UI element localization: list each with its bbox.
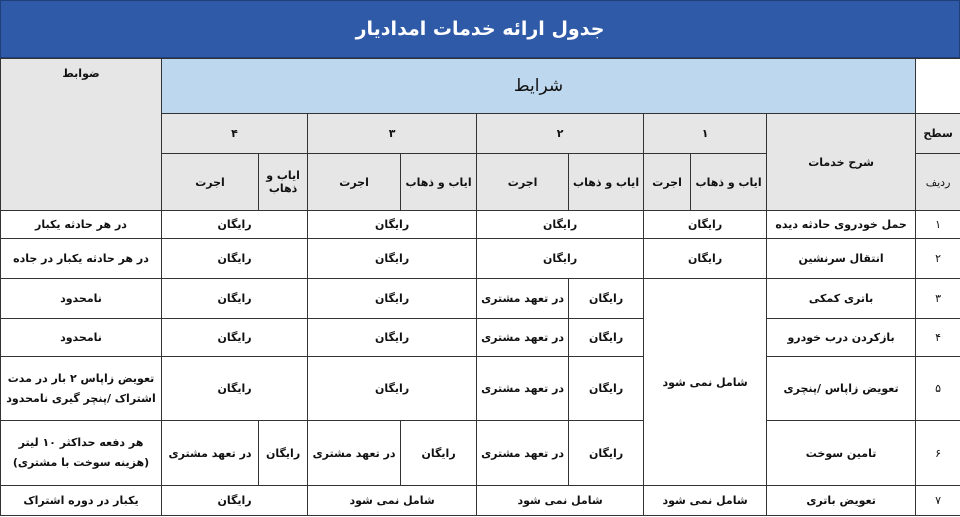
level-3-cell: رایگان bbox=[308, 279, 477, 319]
level-3-cell: رایگان bbox=[308, 319, 477, 357]
row-number-header: ردیف bbox=[916, 154, 960, 211]
level-2-transport-header: ایاب و ذهاب bbox=[569, 154, 644, 211]
level-1-merged-cell: شامل نمی شود bbox=[644, 279, 767, 486]
rule-cell: در هر حادثه یکبار در جاده bbox=[1, 239, 162, 279]
row-number: ۴ bbox=[916, 319, 960, 357]
level-1-cell: رایگان bbox=[644, 239, 767, 279]
level-3-fee-header: اجرت bbox=[308, 154, 401, 211]
level-2-fee-header: اجرت bbox=[477, 154, 569, 211]
service-name: بازکردن درب خودرو bbox=[767, 319, 916, 357]
rule-cell: نامحدود bbox=[1, 319, 162, 357]
level-2-transport-cell: رایگان bbox=[569, 319, 644, 357]
service-desc-header: شرح خدمات bbox=[767, 114, 916, 211]
level-3-cell: شامل نمی شود bbox=[308, 486, 477, 516]
row-number: ۱ bbox=[916, 211, 960, 239]
page-title: جدول ارائه خدمات امدادیار bbox=[0, 0, 960, 58]
table-row bbox=[1, 239, 960, 279]
level-4-cell: رایگان bbox=[162, 319, 308, 357]
level-4-cell: رایگان bbox=[162, 239, 308, 279]
row-number: ۶ bbox=[916, 421, 960, 486]
service-name: تامین سوخت bbox=[767, 421, 916, 486]
service-name: حمل خودروی حادثه دیده bbox=[767, 211, 916, 239]
level-header: سطح bbox=[916, 114, 960, 154]
level-4-cell: رایگان bbox=[162, 357, 308, 421]
level-4-cell: رایگان bbox=[162, 279, 308, 319]
empty-corner bbox=[916, 59, 960, 114]
level-2-fee-cell: در تعهد مشتری bbox=[477, 421, 569, 486]
level-3-transport-cell: رایگان bbox=[401, 421, 477, 486]
level-2-fee-cell: در تعهد مشتری bbox=[477, 319, 569, 357]
rules-header: ضوابط bbox=[1, 59, 162, 211]
service-name: انتقال سرنشین bbox=[767, 239, 916, 279]
level-2-transport-cell: رایگان bbox=[569, 357, 644, 421]
level-1-cell: شامل نمی شود bbox=[644, 486, 767, 516]
row-number: ۵ bbox=[916, 357, 960, 421]
service-name: باتری کمکی bbox=[767, 279, 916, 319]
level-1-cell: رایگان bbox=[644, 211, 767, 239]
table-row bbox=[1, 357, 960, 421]
level-2-cell: رایگان bbox=[477, 211, 644, 239]
level-2-cell: رایگان bbox=[477, 239, 644, 279]
level-4-header: ۴ bbox=[162, 114, 308, 154]
level-2-transport-cell: رایگان bbox=[569, 421, 644, 486]
level-2-fee-cell: در تعهد مشتری bbox=[477, 357, 569, 421]
row-number: ۳ bbox=[916, 279, 960, 319]
rule-cell: نامحدود bbox=[1, 279, 162, 319]
level-3-transport-header: ایاب و ذهاب bbox=[401, 154, 477, 211]
level-4-fee-cell: در تعهد مشتری bbox=[162, 421, 259, 486]
table-row bbox=[1, 279, 960, 319]
level-1-header: ۱ bbox=[644, 114, 767, 154]
level-4-transport-header: ایاب و ذهاب bbox=[259, 154, 308, 211]
rule-cell: یکبار در دوره اشتراک bbox=[1, 486, 162, 516]
level-4-cell: رایگان bbox=[162, 211, 308, 239]
table-row bbox=[1, 319, 960, 357]
rule-cell: در هر حادثه یکبار bbox=[1, 211, 162, 239]
level-3-fee-cell: در تعهد مشتری bbox=[308, 421, 401, 486]
service-name: تعویض زاپاس /پنچری bbox=[767, 357, 916, 421]
level-3-cell: رایگان bbox=[308, 357, 477, 421]
level-3-header: ۳ bbox=[308, 114, 477, 154]
table-row bbox=[1, 211, 960, 239]
level-2-cell: شامل نمی شود bbox=[477, 486, 644, 516]
conditions-header: شرایط bbox=[162, 59, 916, 114]
level-4-fee-header: اجرت bbox=[162, 154, 259, 211]
level-3-cell: رایگان bbox=[308, 211, 477, 239]
level-2-header: ۲ bbox=[477, 114, 644, 154]
level-4-cell: رایگان bbox=[162, 486, 308, 516]
row-number: ۲ bbox=[916, 239, 960, 279]
rule-cell: هر دفعه حداکثر ۱۰ لیتر (هزینه سوخت با مشتری) bbox=[1, 421, 162, 486]
level-4-transport-cell: رایگان bbox=[259, 421, 308, 486]
level-1-fee-header: اجرت bbox=[644, 154, 691, 211]
level-3-cell: رایگان bbox=[308, 239, 477, 279]
services-table bbox=[0, 58, 960, 516]
row-number: ۷ bbox=[916, 486, 960, 516]
table-row bbox=[1, 486, 960, 516]
level-1-transport-header: ایاب و ذهاب bbox=[691, 154, 767, 211]
level-2-transport-cell: رایگان bbox=[569, 279, 644, 319]
service-name: تعویض باتری bbox=[767, 486, 916, 516]
table-row bbox=[1, 421, 960, 486]
level-2-fee-cell: در تعهد مشتری bbox=[477, 279, 569, 319]
rule-cell: تعویض زاپاس ۲ بار در مدت اشتراک /پنچر گیری نامحدود bbox=[1, 357, 162, 421]
